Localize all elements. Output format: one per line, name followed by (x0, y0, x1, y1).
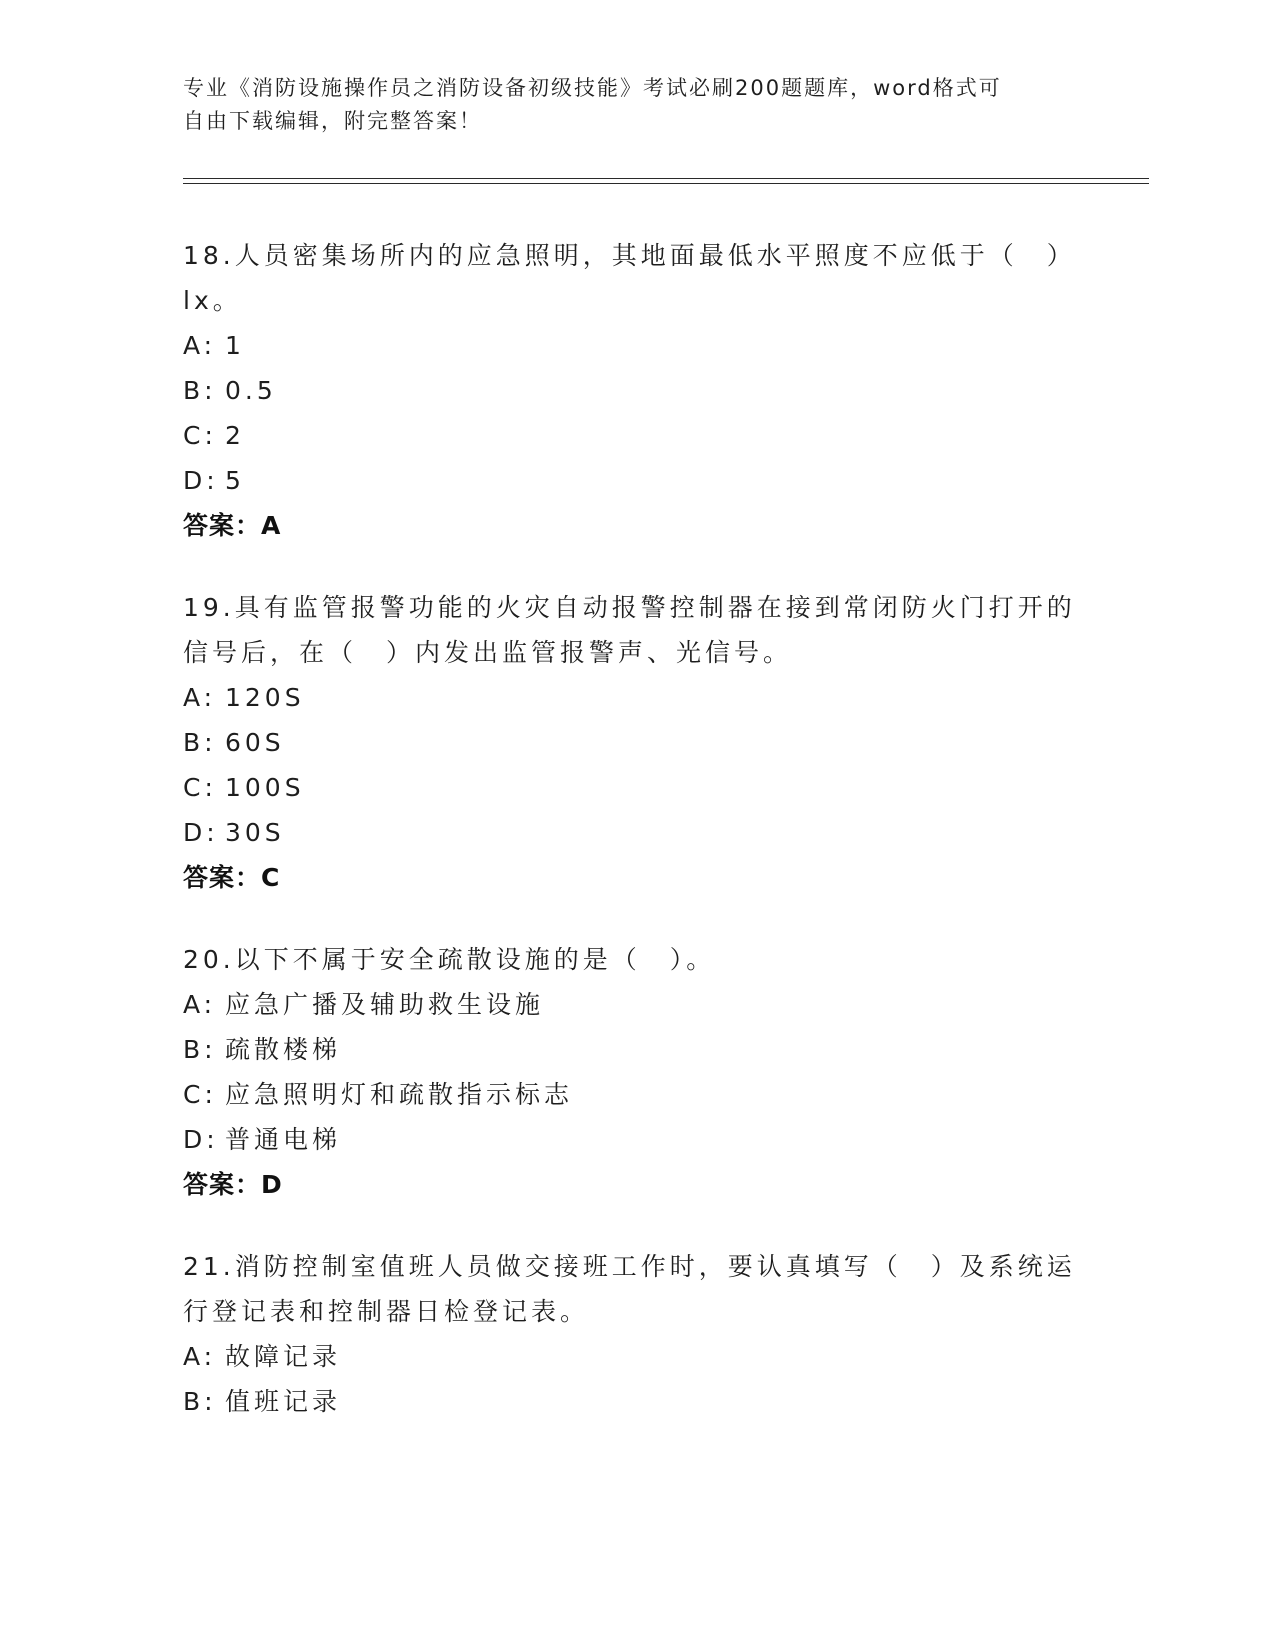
option-label: B: (183, 1387, 217, 1416)
option-text: 0.5 (225, 376, 277, 405)
question-stem-line: 21.消防控制室值班人员做交接班工作时，要认真填写（ ）及系统运 (183, 1252, 1076, 1281)
option-label: C: (183, 773, 217, 802)
question-19 (183, 585, 1083, 900)
option-label: D: (183, 818, 219, 847)
option-text: 疏散楼梯 (225, 1035, 342, 1064)
option-text: 应急照明灯和疏散指示标志 (225, 1080, 574, 1109)
option-label: A: (183, 990, 217, 1019)
option-text: 1 (225, 331, 245, 360)
option-a (183, 323, 1083, 368)
option-label: D: (183, 1125, 219, 1154)
option-d (183, 458, 1083, 503)
option-text: 2 (225, 421, 245, 450)
option-text: 5 (225, 466, 245, 495)
header-divider-top (183, 178, 1149, 179)
question-stem (183, 1244, 1083, 1334)
header-line-2: 自由下载编辑，附完整答案！ (183, 109, 482, 133)
option-text: 120S (225, 683, 305, 712)
option-text: 60S (225, 728, 285, 757)
option-text: 普通电梯 (225, 1125, 342, 1154)
option-b (183, 1027, 1083, 1072)
question-stem-line: 20.以下不属于安全疏散设施的是（ ）。 (183, 945, 716, 974)
option-label: A: (183, 1342, 217, 1371)
option-b (183, 1379, 1083, 1424)
option-a (183, 982, 1083, 1027)
question-stem-line: 19.具有监管报警功能的火灾自动报警控制器在接到常闭防火门打开的 (183, 593, 1076, 622)
question-20 (183, 937, 1083, 1207)
answer-line: 答案：C (183, 863, 281, 892)
option-text: 30S (225, 818, 285, 847)
option-b (183, 368, 1083, 413)
header-divider-bottom (183, 183, 1149, 184)
option-d (183, 810, 1083, 855)
option-text: 值班记录 (225, 1387, 342, 1416)
answer-line: 答案：A (183, 511, 282, 540)
option-label: B: (183, 1035, 217, 1064)
option-c (183, 765, 1083, 810)
option-label: B: (183, 728, 217, 757)
option-label: C: (183, 1080, 217, 1109)
option-c (183, 413, 1083, 458)
question-stem (183, 585, 1083, 675)
option-text: 应急广播及辅助救生设施 (225, 990, 545, 1019)
question-stem-line: lx。 (183, 286, 242, 315)
option-b (183, 720, 1083, 765)
option-a (183, 1334, 1083, 1379)
question-21 (183, 1244, 1083, 1424)
option-text: 100S (225, 773, 305, 802)
header-line-1: 专业《消防设施操作员之消防设备初级技能》考试必刷200题题库，word格式可 (183, 76, 1002, 100)
question-stem-line: 18.人员密集场所内的应急照明，其地面最低水平照度不应低于（ ） (183, 241, 1076, 270)
option-a (183, 675, 1083, 720)
answer-line: 答案：D (183, 1170, 283, 1199)
option-label: C: (183, 421, 217, 450)
question-list (183, 233, 1083, 1461)
question-stem-line: 行登记表和控制器日检登记表。 (183, 1297, 590, 1326)
option-label: A: (183, 331, 217, 360)
option-label: A: (183, 683, 217, 712)
document-header (183, 72, 1063, 138)
question-stem (183, 937, 1083, 982)
option-text: 故障记录 (225, 1342, 342, 1371)
option-label: B: (183, 376, 217, 405)
question-stem-line: 信号后，在（ ）内发出监管报警声、光信号。 (183, 638, 793, 667)
question-18 (183, 233, 1083, 548)
question-stem (183, 233, 1083, 323)
option-label: D: (183, 466, 219, 495)
option-c (183, 1072, 1083, 1117)
option-d (183, 1117, 1083, 1162)
